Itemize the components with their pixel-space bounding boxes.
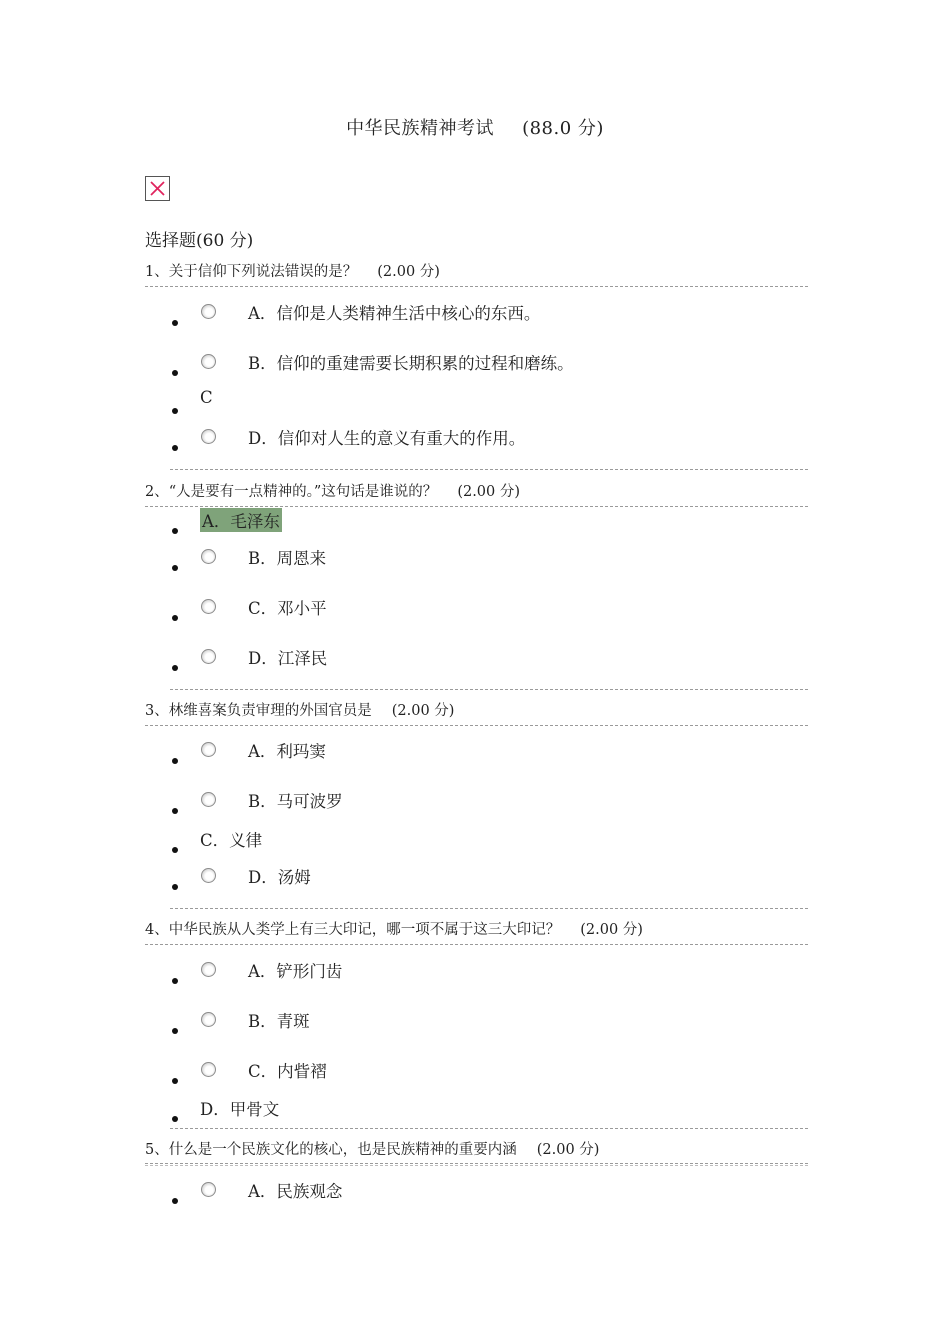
option-label: B．马可波罗: [248, 792, 343, 811]
divider: [170, 908, 808, 909]
question-points: (2.00 分): [377, 264, 440, 280]
bullet-icon: [172, 665, 178, 671]
bullet-icon: [172, 978, 178, 984]
bullet-icon: [172, 1198, 178, 1204]
question-4: [145, 918, 643, 939]
radio-icon[interactable]: [201, 304, 216, 319]
bullet-icon: [172, 370, 178, 376]
divider: [145, 506, 808, 507]
option-3d[interactable]: [170, 868, 870, 898]
option-4b[interactable]: [170, 1012, 870, 1042]
option-label: C．邓小平: [248, 599, 327, 618]
divider: [145, 286, 808, 287]
option-label: D．信仰对人生的意义有重大的作用。: [248, 429, 526, 448]
option-2b[interactable]: [170, 549, 870, 579]
option-label: B．周恩来: [248, 549, 327, 568]
exam-title: [0, 114, 950, 140]
option-label: A．民族观念: [248, 1182, 343, 1201]
option-5a[interactable]: [170, 1182, 870, 1212]
option-4a[interactable]: [170, 962, 870, 992]
option-4c[interactable]: [170, 1062, 870, 1092]
option-label: C．义律: [200, 831, 263, 850]
question-text: 4、中华民族从人类学上有三大印记，哪一项不属于这三大印记？: [145, 922, 561, 938]
question-points: (2.00 分): [457, 484, 521, 500]
bullet-icon: [172, 808, 178, 814]
radio-icon[interactable]: [201, 868, 216, 883]
radio-icon[interactable]: [201, 429, 216, 444]
option-label: A．信仰是人类精神生活中核心的东西。: [248, 304, 541, 323]
option-2c[interactable]: [170, 599, 870, 629]
option-4d: [170, 1100, 870, 1130]
option-1d[interactable]: [170, 429, 870, 459]
option-2d[interactable]: [170, 649, 870, 679]
bullet-icon: [172, 758, 178, 764]
bullet-icon: [172, 1028, 178, 1034]
radio-icon[interactable]: [201, 549, 216, 564]
radio-icon[interactable]: [201, 649, 216, 664]
bullet-icon: [172, 565, 178, 571]
radio-icon[interactable]: [201, 354, 216, 369]
question-3: [145, 699, 454, 720]
option-label: D．甲骨文: [200, 1100, 280, 1119]
option-label: C: [200, 388, 213, 407]
exam-score: (88.0 分): [522, 118, 604, 139]
radio-icon[interactable]: [201, 1012, 216, 1027]
option-label: D．江泽民: [248, 649, 328, 668]
bullet-icon: [172, 528, 178, 534]
question-text: 5、什么是一个民族文化的核心，也是民族精神的重要内涵: [145, 1142, 517, 1158]
option-3b[interactable]: [170, 792, 870, 822]
option-label: B．信仰的重建需要长期积累的过程和磨练。: [248, 354, 574, 373]
bullet-icon: [172, 320, 178, 326]
bullet-icon: [172, 847, 178, 853]
selected-answer: A．毛泽东: [200, 508, 282, 532]
radio-icon[interactable]: [201, 962, 216, 977]
radio-icon[interactable]: [201, 1062, 216, 1077]
question-5: [145, 1138, 599, 1159]
bullet-icon: [172, 1116, 178, 1122]
divider: [170, 1128, 808, 1129]
radio-icon[interactable]: [201, 599, 216, 614]
bullet-icon: [172, 615, 178, 621]
question-points: (2.00 分): [391, 703, 455, 719]
option-label: A．铲形门齿: [248, 962, 343, 981]
option-label: C．内眥褶: [248, 1062, 327, 1081]
option-1c: [170, 388, 870, 422]
divider: [145, 725, 808, 726]
section-title: 选择题(60 分): [145, 231, 254, 251]
question-text: 1、关于信仰下列说法错误的是？: [145, 264, 358, 280]
option-1a[interactable]: [170, 304, 870, 334]
option-3c: [170, 831, 870, 861]
bullet-icon: [172, 884, 178, 890]
question-text: 2、“人是要有一点精神的。”这句话是谁说的？: [145, 484, 438, 500]
radio-icon[interactable]: [201, 1182, 216, 1197]
bullet-icon: [172, 445, 178, 451]
option-1b[interactable]: [170, 354, 870, 384]
question-points: (2.00 分): [536, 1142, 600, 1158]
option-3a[interactable]: [170, 742, 870, 772]
option-label: D．汤姆: [248, 868, 311, 887]
divider: [170, 469, 808, 470]
option-label: B．青斑: [248, 1012, 310, 1031]
divider: [145, 1163, 808, 1164]
question-1: [145, 260, 440, 281]
bullet-icon: [172, 408, 178, 414]
divider: [145, 944, 808, 945]
question-2: [145, 480, 520, 501]
bullet-icon: [172, 1078, 178, 1084]
radio-icon[interactable]: [201, 742, 216, 757]
wrong-x-icon: [145, 176, 170, 201]
exam-title-text: 中华民族精神考试: [346, 118, 495, 139]
radio-icon[interactable]: [201, 792, 216, 807]
question-text: 3、林维喜案负责审理的外国官员是: [145, 703, 372, 719]
divider: [170, 689, 808, 690]
question-points: (2.00 分): [580, 922, 643, 938]
option-label: A．利玛窦: [248, 742, 326, 761]
option-2a: [170, 512, 870, 542]
